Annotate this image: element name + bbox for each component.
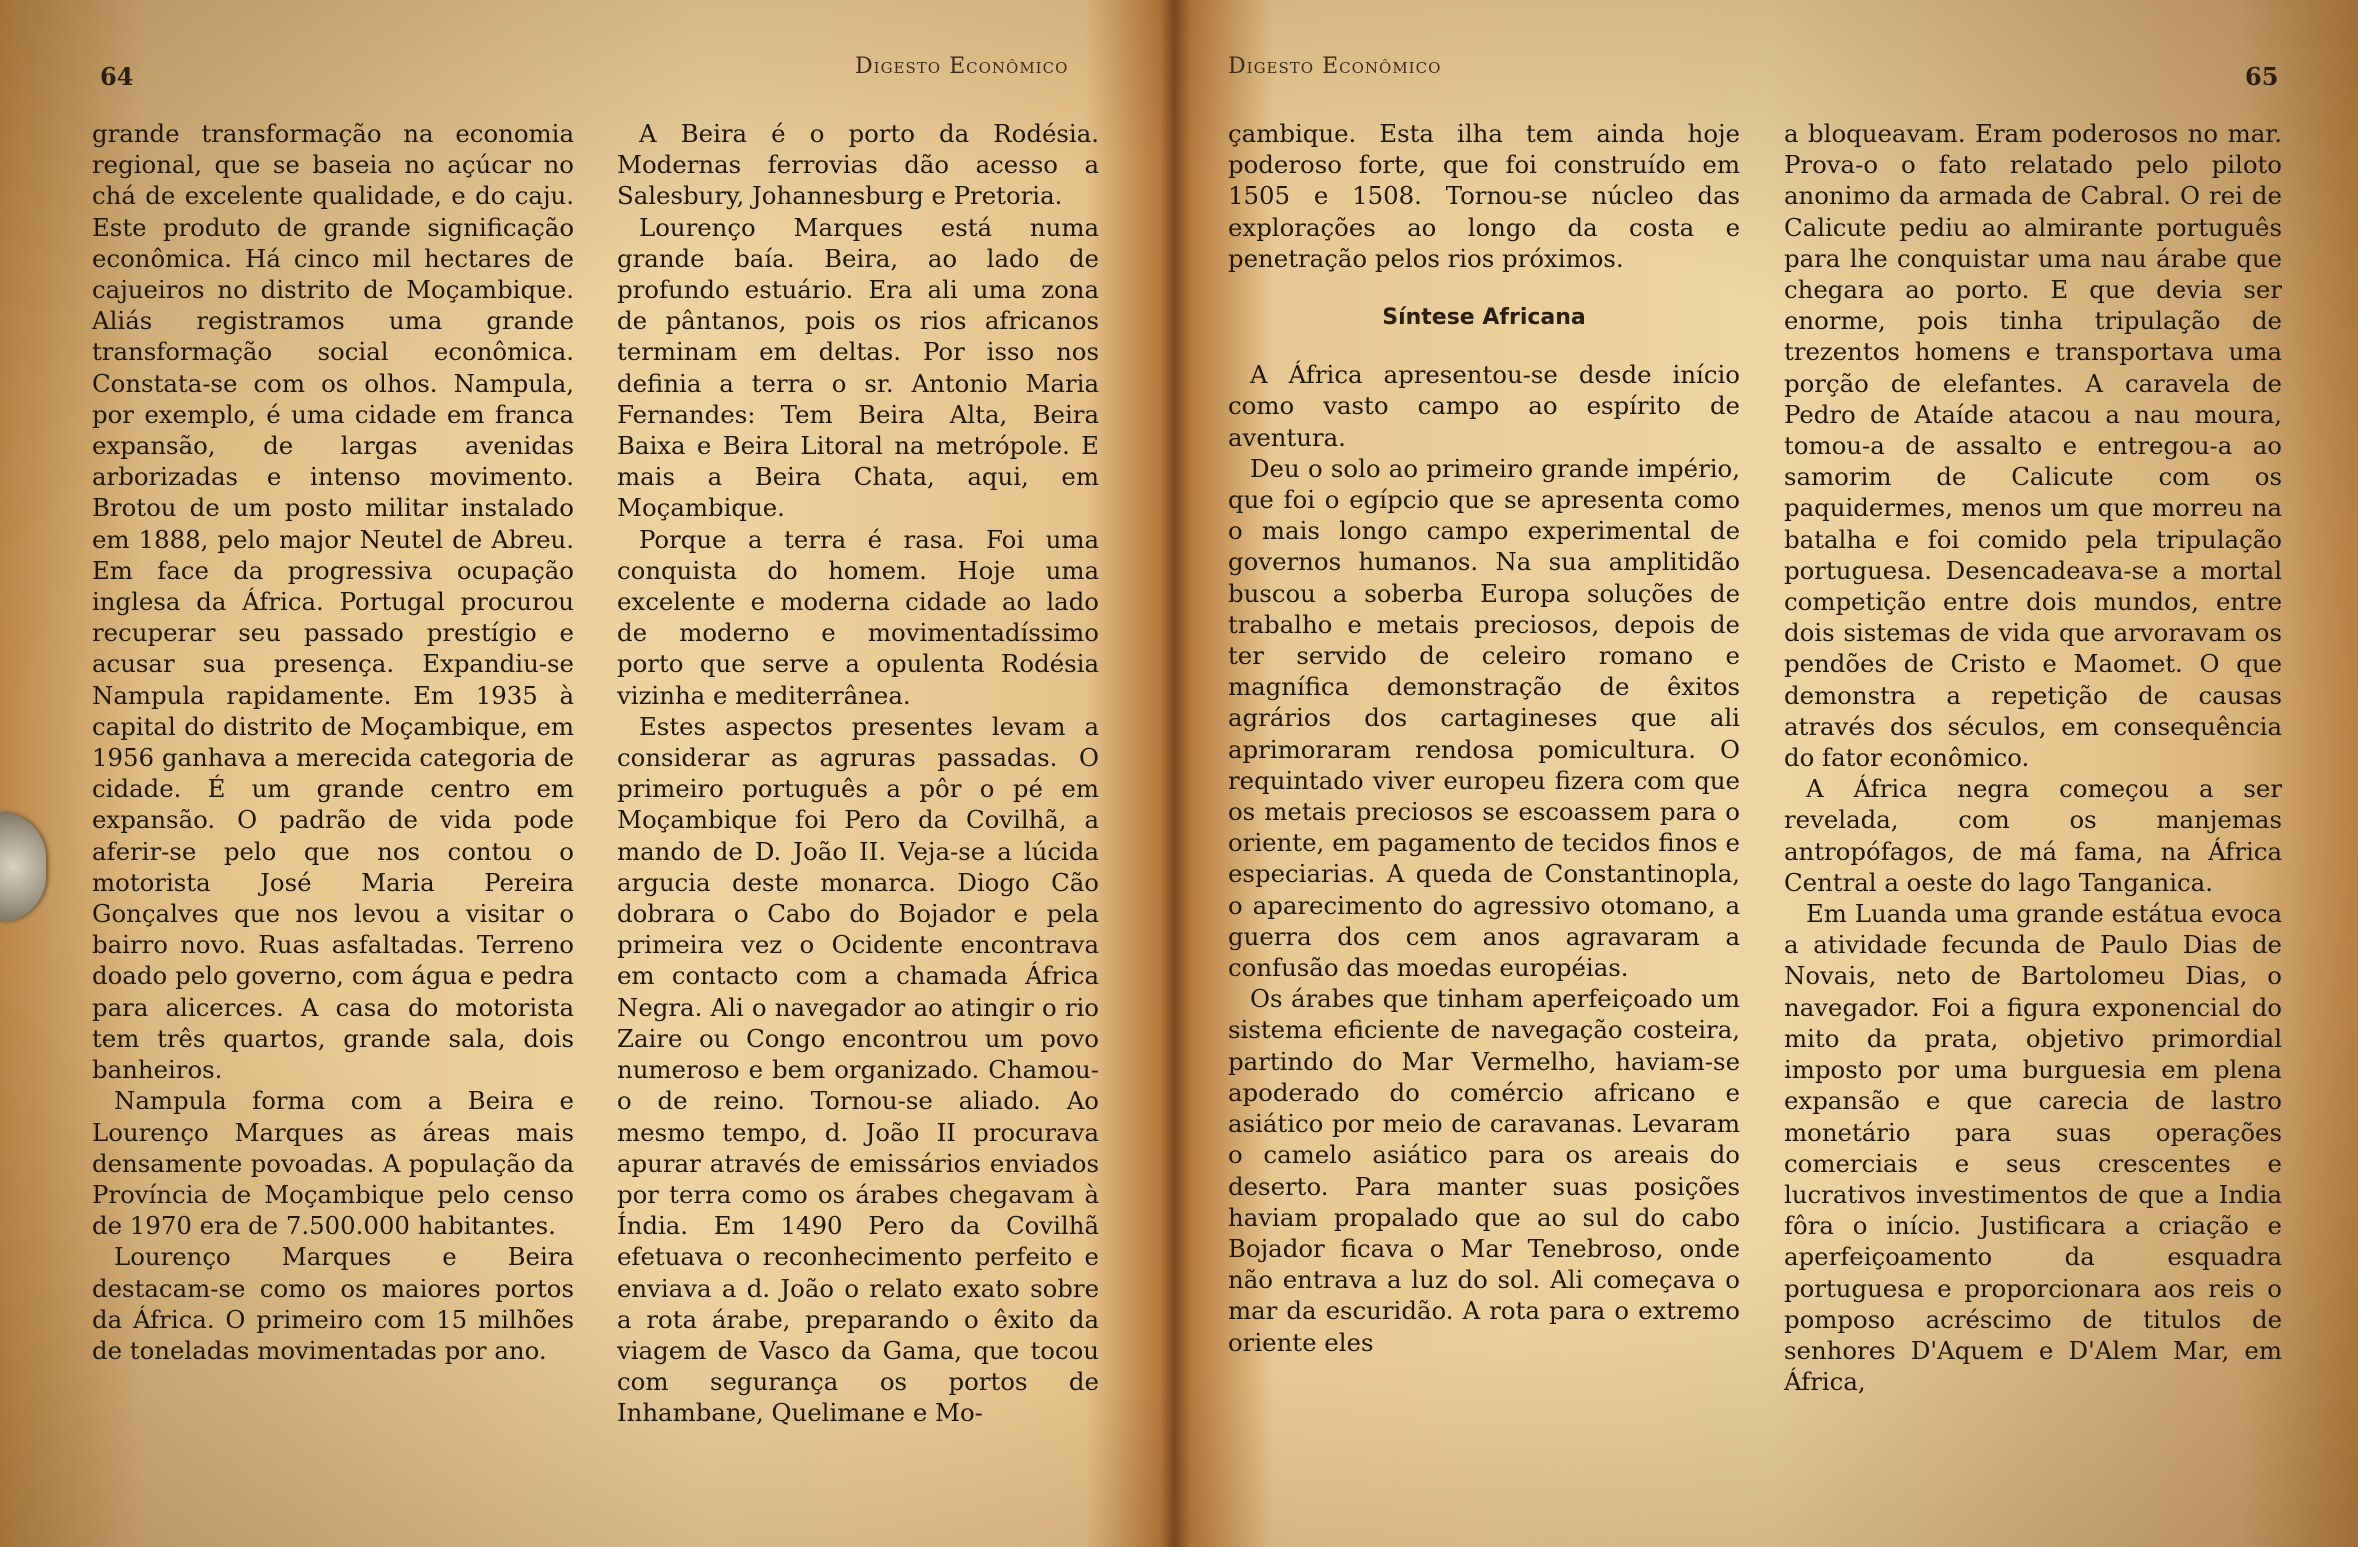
paragraph: grande transformação na economia regional, que se baseia no açúcar no chá de excelente qualidade, e do caju. Este produto de grande significação econômica. Há cinco mil hectares de cajueiros no distrito de Moçambique. Aliás registramos uma grande transformação social econômica. Constata-se com os olhos. Nampula, por exemplo, é uma cidade em franca expansão, de largas avenidas arborizadas e intenso movimento. Brotou de um posto militar instalado em 1888, pelo major Neutel de Abreu. Em face da progressiva ocupação inglesa da África. Portugal procurou recuperar seu passado prestígio e acusar sua presença. Expandiu-se Nampula rapidamente. Em 1935 à capital do distrito de Moçambique, em 1956 ganhava a merecida categoria de cidade. É um grande centro em expansão. O padrão de vida pode aferir-se pelo que nos contou o motorista José Maria Pereira Gonçalves que nos levou a visitar o bairro novo. Ruas asfaltadas. Terreno doado pelo governo, com água e pedra para alicerces. A casa do motorista tem três quartos, grande sala, dois banheiros. [92,119,574,1085]
paragraph: A África apresentou-se desde início como vasto campo ao espírito de aventura. [1228,360,1740,452]
left-page-column-1 [92,118,574,1366]
paragraph: Deu o solo ao primeiro grande império, que foi o egípcio que se apresenta como o mais longo campo experimental de governos humanos. Na sua amplitidão buscou a soberba Europa soluções de trabalho e metais preciosos, depois de ter servido de celeiro romano e magnífica demonstração de êxitos agrários dos cartagineses que ali aprimoraram rendosa pomicultura. O requintado viver europeu fizera com que os metais preciosos se escoassem para o oriente, em pagamento de tecidos finos e especiarias. A queda de Constantinopla, o aparecimento do agressivo otomano, a guerra dos cem anos agravaram a confusão das moedas européias. [1228,453,1740,983]
right-page-header: Digesto Econômico [1228,54,1442,79]
paragraph: Em Luanda uma grande estátua evoca a atividade fecunda de Paulo Dias de Novais, neto de Bartolomeu Dias, o navegador. Foi a figura exponencial do mito da prata, objetivo primordial imposto por uma burguesia em plena expansão e que carecia de lastro monetário para suas operações comerciais e seus crescentes e lucrativos investimentos de que a India fôra o início. Justificara a criação e aperfeiçoamento da esquadra portuguesa e proporcionara aos reis o pomposo acréscimo de titulos de senhores D'Aquem e D'Alem Mar, em África, [1784,899,2282,1397]
paragraph: Os árabes que tinham aperfeiçoado um sistema eficiente de navegação costeira, partindo do Mar Vermelho, haviam-se apoderado do comércio africano e asiático por meio de caravanas. Levaram o camelo asiático para os areais do deserto. Para manter suas posições haviam propalado que ao sul do cabo Bojador ficava o Mar Tenebroso, onde não entrava a luz do sol. Ali começava o mar da escuridão. A rota para o extremo oriente eles [1228,984,1740,1357]
left-page-header: Digesto Econômico [855,54,1069,79]
paper-clip [0,812,46,922]
left-page-number: 64 [100,62,134,91]
paragraph: Lourenço Marques está numa grande baía. Beira, ao lado de profundo estuário. Era ali uma zona de pântanos, pois os rios africanos terminam em deltas. Por isso nos definia a terra o sr. Antonio Maria Fernandes: Tem Beira Alta, Beira Baixa e Beira Litoral na metrópole. E mais a Beira Chata, aqui, em Moçambique. [617,212,1099,523]
right-page-column-1 [1228,118,1740,1358]
paragraph: Porque a terra é rasa. Foi uma conquista do homem. Hoje uma excelente e moderna cidade ao lado de moderno e movimentadíssimo porto que serve a opulenta Rodésia vizinha e mediterrânea. [617,524,1099,710]
right-page-column-2 [1784,118,2282,1397]
left-page-column-2 [617,118,1099,1429]
paragraph: a bloqueavam. Eram poderosos no mar. Prova-o o fato relatado pelo piloto anonimo da armada de Cabral. O rei de Calicute pediu ao almirante português para lhe conquistar uma nau árabe que chegara ao porto. E que devia ser enorme, pois tinha tripulação de trezentos homens e transportava uma porção de elefantes. A caravela de Pedro de Ataíde atacou a nau moura, tomou-a de assalto e entregou-a ao samorim de Calicute com os paquidermes, menos um que morreu na batalha e foi comido pela tripulação portuguesa. Desencadeava-se a mortal competição entre dois mundos, entre dois sistemas de vida que arvoravam os pendões de Cristo e Maomet. O que demonstra a repetição de causas através dos séculos, em consequência do fator econômico. [1784,119,2282,773]
paragraph: Estes aspectos presentes levam a considerar as agruras passadas. O primeiro português a pôr o pé em Moçambique foi Pero da Covilhã, a mando de D. João II. Veja-se a lúcida argucia deste monarca. Diogo Cão dobrara o Cabo do Bojador e pela primeira vez o Ocidente encontrava em contacto com a chamada África Negra. Ali o navegador ao atingir o rio Zaire ou Congo encontrou um povo numeroso e bem organizado. Chamou-o de reino. Tornou-se aliado. Ao mesmo tempo, d. João II procurava apurar através de emissários enviados por terra como os árabes chegavam à Índia. Em 1490 Pero da Covilhã efetuava o reconhecimento perfeito e enviava a d. João o relato exato sobre a rota árabe, preparando o êxito da viagem de Vasco da Gama, que tocou com segurança os portos de Inhambane, Quelimane e Mo- [617,711,1099,1428]
paragraph: A Beira é o porto da Rodésia. Modernas ferrovias dão acesso a Salesbury, Johannesburg e Pretoria. [617,119,1099,211]
paragraph: A África negra começou a ser revelada, com os manjemas antropófagos, de má fama, na África Central a oeste do lago Tanganica. [1784,774,2282,897]
right-page-number: 65 [2245,62,2279,91]
paragraph: Lourenço Marques e Beira destacam-se como os maiores portos da África. O primeiro com 15 milhões de toneladas movimentadas por ano. [92,1242,574,1365]
paragraph: Nampula forma com a Beira e Lourenço Marques as áreas mais densamente povoadas. A população da Província de Moçambique pelo censo de 1970 era de 7.500.000 habitantes. [92,1086,574,1241]
section-heading: Síntese Africana [1382,305,1586,331]
paragraph: çambique. Esta ilha tem ainda hoje poderoso forte, que foi construído em 1505 e 1508. Tornou-se núcleo das explorações ao longo da costa e penetração pelos rios próximos. [1228,119,1740,273]
